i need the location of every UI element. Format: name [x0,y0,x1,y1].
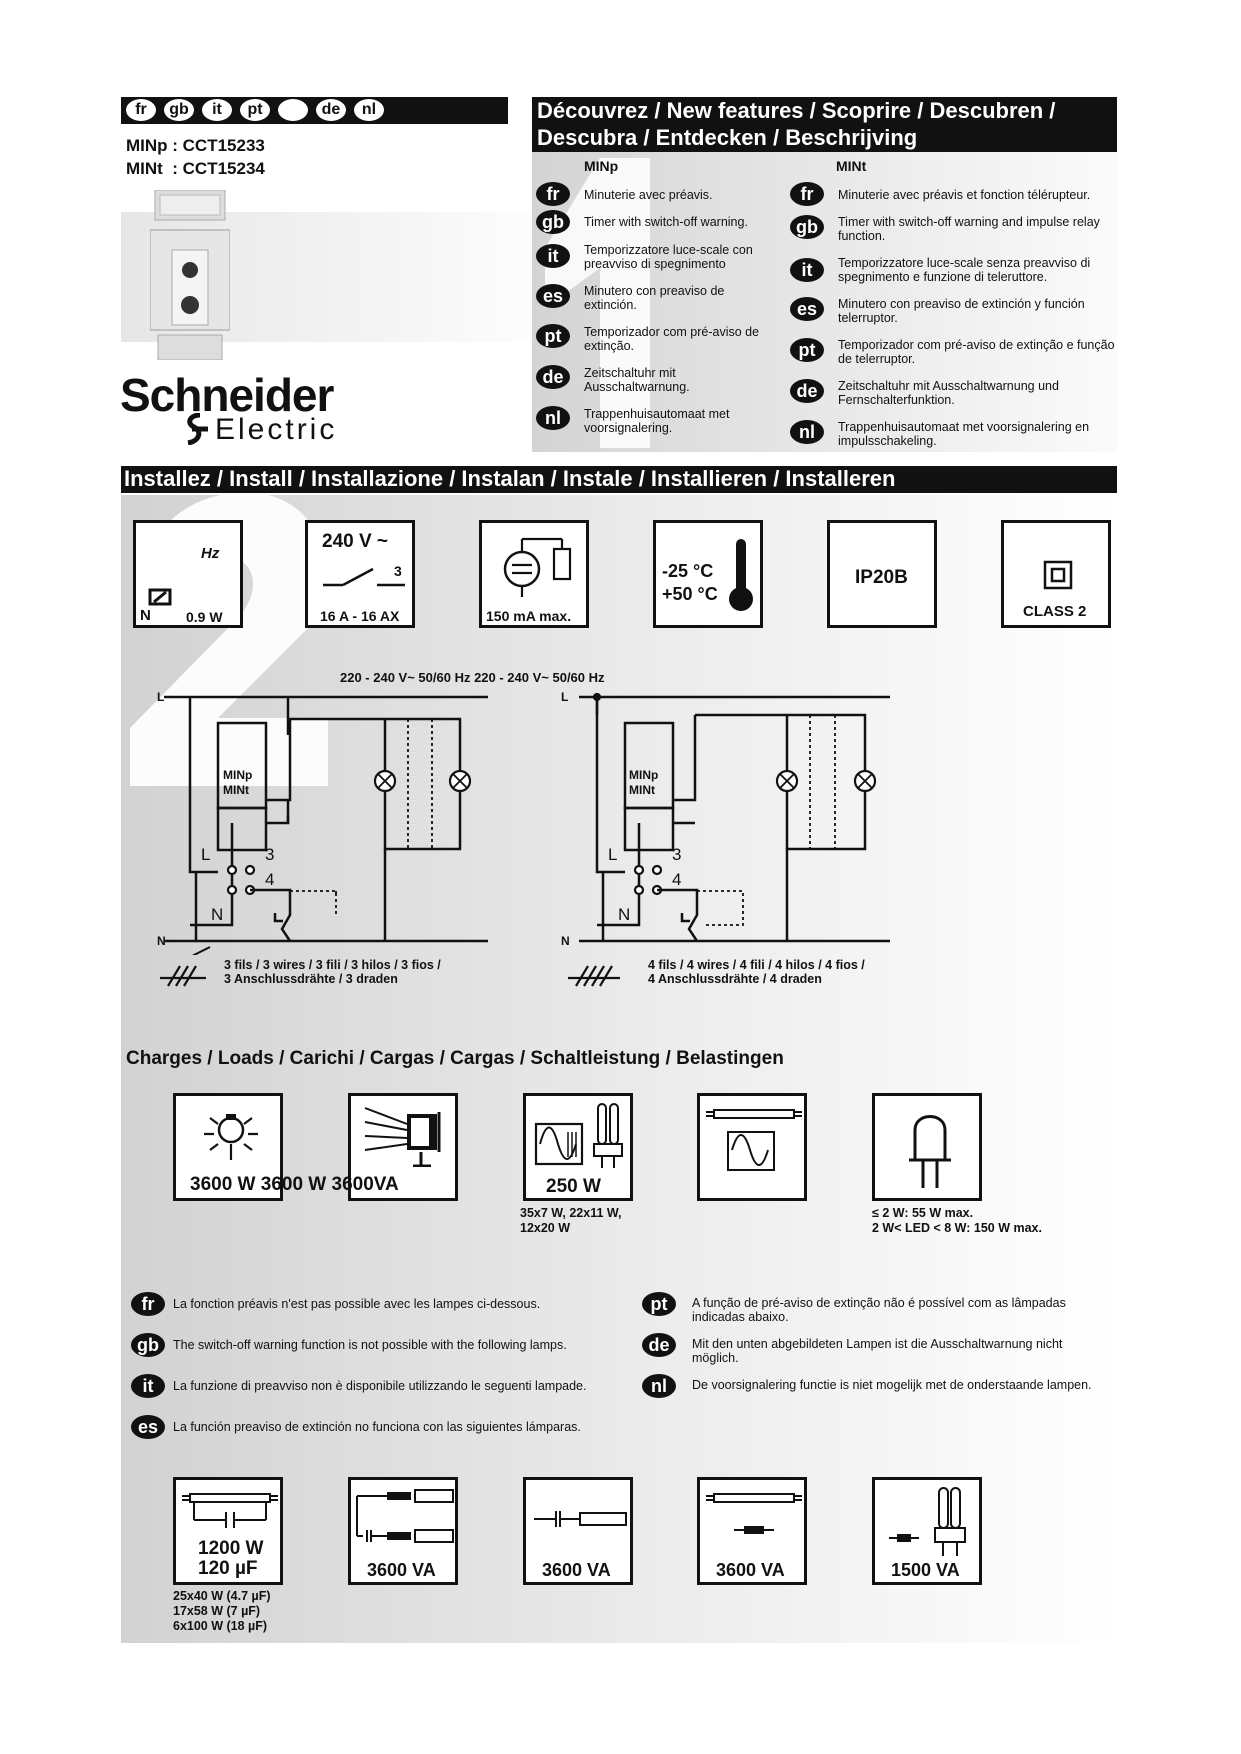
feat-mint-pt: Temporizador com pré-aviso de extinção e função de telerruptor. [838,338,1115,366]
brand-sub: Electric [215,413,338,446]
model-mint: MINt : CCT15234 [126,159,265,178]
warn-fr: La fonction préavis n'est pas possible avec les lampes ci-dessous. [173,1297,541,1311]
feat-minp-fr: Minuterie avec préavis. [584,188,713,202]
nolamp-b2: 3600 VA [367,1560,436,1580]
fluorescent-tube-icon [704,1104,804,1174]
loads-title: Charges / Loads / Carichi / Cargas / Cargas / Schaltleistung / Belastingen [126,1048,784,1069]
spec-temp-high: +50 °C [662,584,718,604]
features-title-line2: Descubra / Entdecken / Beschrijving [537,125,918,150]
spec-voltage: 240 V ~ [322,531,389,552]
wires4-line2: 4 Anschlussdrähte / 4 draden [648,972,822,986]
wiring-diagram-3-wires [150,685,500,955]
spec-max-current: 150 mA max. [486,608,572,624]
load-led-note2: 2 W< LED < 8 W: 150 W max. [872,1221,1042,1235]
nolamp-b4: 3600 VA [716,1560,785,1580]
feat-mint-de: Zeitschaltuhr mit Ausschaltwarnung und Fernschalterfunktion. [838,379,1059,407]
parallel-compensated-icon [353,1486,457,1546]
load-box-cfl [523,1093,633,1201]
nolamp-b3: 3600 VA [542,1560,611,1580]
feat-minp-es: Minutero con preaviso de extinción. [584,284,725,312]
spec-ip: IP20B [855,567,908,588]
diag1-term-3: 3 [265,845,275,864]
spec-power: 0.9 W [186,609,223,625]
warn-gb: The switch-off warning function is not possible with the following lamps. [173,1338,567,1352]
feat-mint-es-badge: es [790,297,824,321]
load-incandescent-label: 3600 W 3600 W 3600VA [190,1174,399,1195]
col-header-minp: MINp [584,158,619,174]
diag2-term-N: N [618,905,631,924]
warn-de-badge: de [642,1333,676,1357]
install-title: Installez / Install / Installazione / Instalan / Instale / Installieren / Installeren [124,466,896,491]
spec-box-temperature [653,520,763,628]
diag2-term-L: L [608,845,618,864]
diag1-L: L [157,690,165,704]
feat-minp-it-badge: it [536,244,570,268]
feat-minp-de-badge: de [536,365,570,389]
diag2-term-4: 4 [672,870,682,889]
nolamp-comp-w: 1200 W [198,1538,264,1559]
load-box-fluorescent [697,1093,807,1201]
load-cfl-label: 250 W [546,1176,601,1197]
feat-minp-fr-badge: fr [536,182,570,206]
wire-count-4-icon [566,960,622,988]
warn-pt: A função de pré-aviso de extinção não é possível com as lâmpadas indicadas abaixo. [692,1296,1066,1324]
nolamp-box-compensated [173,1477,283,1585]
nolamp-comp-note3: 6x100 W (18 µF) [173,1619,268,1633]
warn-es: La función preaviso de extinción no funciona con las siguientes lámparas. [173,1420,581,1434]
lang-gb[interactable]: gb [164,99,194,121]
warn-it: La funzione di preavviso non è disponibile utilizzando le seguenti lampade. [173,1379,587,1393]
load-cfl-note2: 12x20 W [520,1221,571,1235]
spec-contact: 3 [394,563,402,579]
nolamp-box-2 [348,1477,458,1585]
load-cfl-note1: 35x7 W, 22x11 W, [520,1206,622,1220]
nolamp-box-4 [697,1477,807,1585]
feat-mint-nl: Trappenhuisautomaat met voorsignalering en impulsschakeling. [838,420,1090,448]
spec-n-label: N [140,607,151,624]
lang-es[interactable] [278,99,308,121]
model-minp: MINp : CCT15233 [126,136,265,155]
wire-count-3-icon [158,960,208,988]
feat-mint-gb: Timer with switch-off warning and impulse relay function. [838,215,1100,243]
warn-pt-badge: pt [642,1292,676,1316]
nolamp-comp-note2: 17x58 W (7 µF) [173,1604,261,1618]
nolamp-box-5 [872,1477,982,1585]
electronic-ballast-tube-icon [704,1490,804,1540]
diag2-minp: MINp [629,768,659,782]
warn-it-badge: it [131,1374,165,1398]
feat-mint-fr-badge: fr [790,182,824,206]
feat-mint-it: Temporizzatore luce-scale senza preavviso di spegnimento e funzione di teleruttore. [838,256,1091,284]
lang-nl[interactable]: nl [354,99,384,121]
compensated-tube-icon [180,1490,280,1536]
feat-minp-it: Temporizzatore luce-scale con preavviso di spegnimento [584,243,753,271]
led-icon [905,1110,955,1190]
spec-box-frequency [133,520,243,628]
col-header-mint: MINt [836,158,867,174]
diag1-term-4: 4 [265,870,275,889]
feat-minp-gb: Timer with switch-off warning. [584,215,748,229]
feat-minp-pt: Temporizador com pré-aviso de extinção. [584,325,760,353]
diag2-term-3: 3 [672,845,682,864]
feat-mint-it-badge: it [790,258,824,282]
feat-mint-fr: Minuterie avec préavis et fonction télérupteur. [838,188,1091,202]
diag2-L: L [561,690,569,704]
lang-fr[interactable]: fr [126,99,156,121]
wires4-line1: 4 fils / 4 wires / 4 fili / 4 hilos / 4 fios / [648,958,865,972]
lang-de[interactable]: de [316,99,346,121]
feat-minp-gb-badge: gb [536,210,570,234]
spec-box-ip [827,520,937,628]
warn-gb-badge: gb [131,1333,165,1357]
spec-class: CLASS 2 [1023,603,1087,620]
warn-nl-badge: nl [642,1374,676,1398]
diag2-mint: MINt [629,783,655,797]
spec-box-voltage [305,520,415,628]
feat-minp-nl: Trappenhuisautomaat met voorsignalering. [584,407,730,435]
nolamp-box-3 [523,1477,633,1585]
spec-hz: Hz [201,545,220,562]
spec-box-class [1001,520,1111,628]
warn-es-badge: es [131,1415,165,1439]
load-led-note1: ≤ 2 W: 55 W max. [872,1206,974,1220]
wires3-line2: 3 Anschlussdrähte / 3 draden [224,972,398,986]
product-image [150,190,230,360]
series-capacitor-icon [530,1504,630,1534]
relay-coil-icon [148,588,174,612]
feat-minp-de: Zeitschaltuhr mit Ausschaltwarnung. [584,366,690,394]
thermometer-icon [728,537,754,615]
nolamp-comp-c: 120 µF [198,1558,258,1579]
diag1-N: N [157,934,166,948]
feat-mint-es: Minutero con preaviso de extinción y función telerruptor. [838,297,1085,325]
wires3-line1: 3 fils / 3 wires / 3 fili / 3 hilos / 3 fios / [224,958,441,972]
spec-temp-low: -25 °C [662,561,714,581]
feat-minp-es-badge: es [536,284,570,308]
load-box-led [872,1093,982,1201]
glow-lamp-icon [492,529,582,599]
diag1-minp: MINp [223,768,253,782]
nolamp-b5: 1500 VA [891,1560,960,1580]
feat-minp-nl-badge: nl [536,406,570,430]
supply-label: 220 - 240 V~ 50/60 Hz 220 - 240 V~ 50/60 Hz [340,670,605,685]
ballast-lamp-icon [532,1102,628,1172]
feat-mint-de-badge: de [790,379,824,403]
spec-box-glow-lamp [479,520,589,628]
warn-de: Mit den unten abgebildeten Lampen ist die Ausschaltwarnung nicht möglich. [692,1337,1063,1365]
diag1-term-N: N [211,905,224,924]
feat-mint-gb-badge: gb [790,215,824,239]
diag2-N: N [561,934,570,948]
diag1-term-L: L [201,845,211,864]
lang-pt[interactable]: pt [240,99,270,121]
brand-name: Schneider [120,369,334,421]
nolamp-comp-note1: 25x40 W (4.7 µF) [173,1589,271,1603]
diag1-mint: MINt [223,783,249,797]
warn-nl: De voorsignalering functie is niet mogelijk met de onderstaande lampen. [692,1378,1092,1392]
feat-minp-pt-badge: pt [536,324,570,348]
incandescent-lamp-icon [196,1104,266,1164]
spec-rating: 16 A - 16 AX [320,608,400,624]
lang-it[interactable]: it [202,99,232,121]
features-title-line1: Découvrez / New features / Scoprire / Descubren / [537,98,1056,123]
language-badges [126,99,384,121]
feat-mint-pt-badge: pt [790,338,824,362]
warn-fr-badge: fr [131,1292,165,1316]
halogen-floodlight-icon [361,1102,451,1167]
cfl-ballast-icon [879,1484,979,1558]
feat-mint-nl-badge: nl [790,420,824,444]
double-insulation-icon [1043,560,1073,590]
brand-logo-icon [182,413,212,445]
